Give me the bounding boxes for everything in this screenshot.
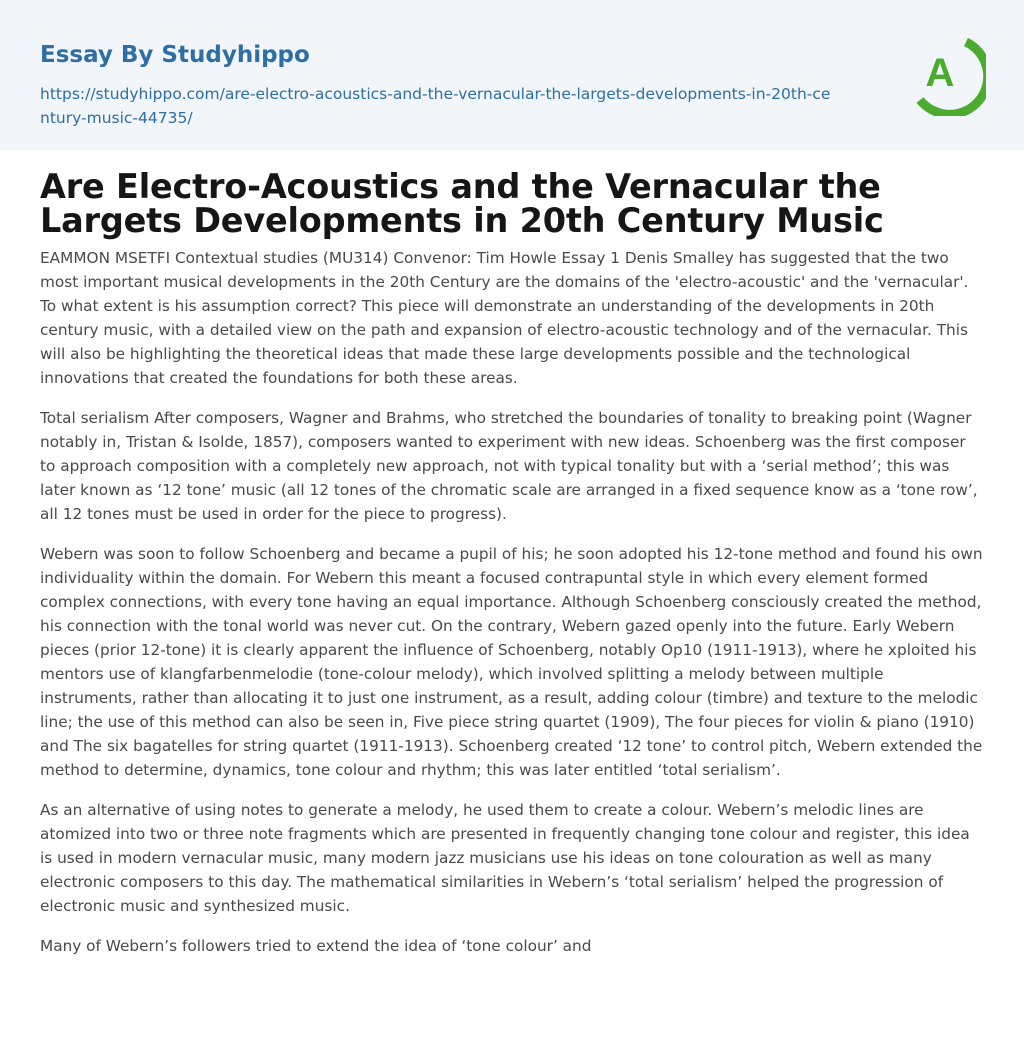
paragraph-webern: Webern was soon to follow Schoenberg and became a pupil of his; he soon adopted his 12-tone method and found his own individuality within the domain. For Webern this meant a focused contrapuntal style in which every element formed complex connections, with every tone having an equal importance. Although Schoenberg consciously created the method, his connection with the tonal world was never cut. On the contrary, Webern gazed openly into the future. Early Webern pieces (prior 12-tone) it is clearly apparent the influence of Schoenberg, notably Op10 (1911-1913), where he xploited his mentors use of klangfarbenmelodie (tone-colour melody), which involved splitting a melody between multiple instruments, rather than allocating it to just one instrument, as a result, adding colour (timbre) and texture to the melodic line; the use of this method can also be seen in, Five piece string quartet (1909), The four pieces for violin & piano (1910) and The six bagatelles for string quartet (1911-1913). Schoenberg created ‘12 tone’ to control pitch, Webern extended the method to determine, dynamics, tone colour and rhythm; this was later entitled ‘total serialism’. <box>40 545 983 779</box>
studyhippo-logo-icon[interactable] <box>898 28 986 116</box>
paragraph-total-serialism: Total serialism After composers, Wagner and Brahms, who stretched the boundaries of tonality to breaking point (Wagner notably in, Tristan & Isolde, 1857), composers wanted to experiment with new ideas. Schoenberg was the first composer to approach composition with a completely new approach, not with typical tonality but with a ‘serial method’; this was later known as ‘12 tone’ music (all 12 tones of the chromatic scale are arranged in a fixed sequence know as a ‘tone row’, all 12 tones must be used in order for the piece to progress). <box>40 409 978 523</box>
logo-letter: A <box>925 51 955 95</box>
paragraph-intro: EAMMON MSETFI Contextual studies (MU314) Convenor: Tim Howle Essay 1 Denis Smalley has suggested that the two most important musical developments in the 20th Century are the domains of the 'electro-acoustic' and the 'vernacular'. To what extent is his assumption correct? This piece will demonstrate an understanding of the developments in 20th century music, with a detailed view on the path and expansion of electro-acoustic technology and of the vernacular. This will also be highlighting the theoretical ideas that made these large developments possible and the technological innovations that created the foundations for both these areas. <box>40 249 969 387</box>
paragraph-followers: Many of Webern’s followers tried to extend the idea of ‘tone colour’ and <box>40 937 592 955</box>
article-title: Are Electro-Acoustics and the Vernacular the Largets Developments in 20th Century Music <box>40 167 884 240</box>
source-url-link[interactable]: https://studyhippo.com/are-electro-acoustics-and-the-vernacular-the-largets-developments-in-20th-century-music-44735/ <box>40 85 831 127</box>
site-header <box>0 0 1024 150</box>
brand-title[interactable]: Essay By Studyhippo <box>40 42 310 68</box>
article <box>40 167 984 974</box>
paragraph-tone-colour: As an alternative of using notes to generate a melody, he used them to create a colour. Webern’s melodic lines are atomized into two or three note fragments which are presented in frequently changing tone colour and register, this idea is used in modern vernacular music, many modern jazz musicians use his ideas on tone colouration as well as many electronic composers to this day. The mathematical similarities in Webern’s ‘total serialism’ helped the progression of electronic music and synthesized music. <box>40 801 970 915</box>
